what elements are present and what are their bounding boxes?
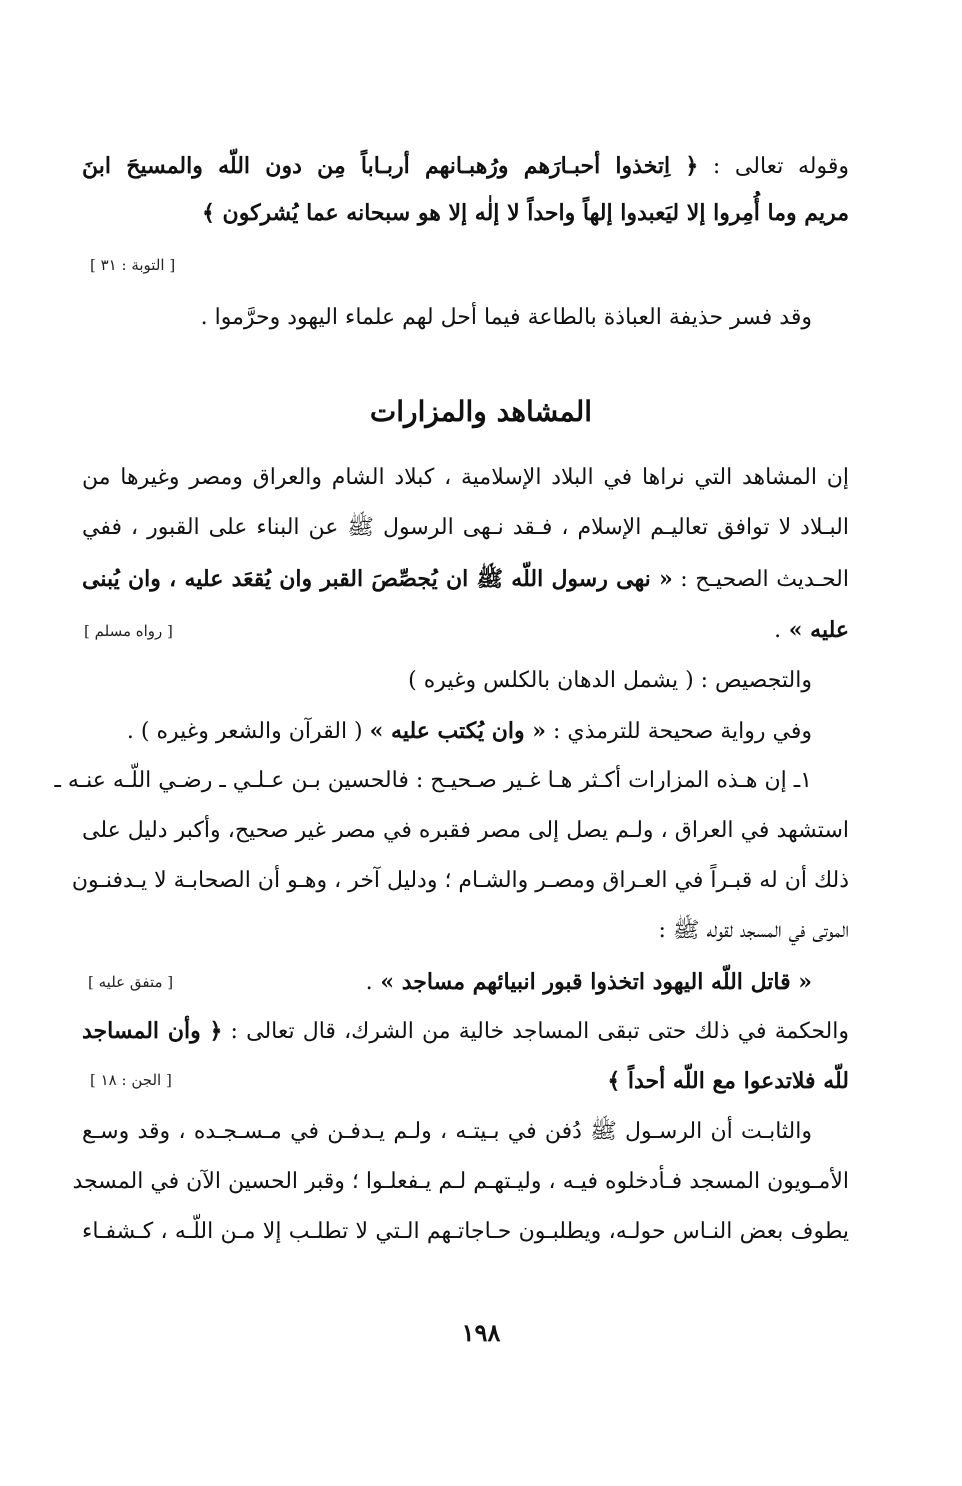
- line-text: والحكمة في ذلك حتى تبقى المساجد خالية من الشرك، قال تعالى :: [222, 1019, 849, 1044]
- text-line-14: [366, 966, 812, 999]
- text-line-19: [82, 1216, 849, 1248]
- section-heading: المشاهد والمزارات: [369, 395, 593, 428]
- text-line-18: [72, 1166, 849, 1198]
- text-line-16: [607, 1065, 849, 1098]
- line-text: استشهد في العراق ، ولـم يصل إلى مصر فقبره في مصر غير صحيح، وأكبر دليل على: [82, 818, 849, 843]
- line-text: ١ـ إن هـذه المزارات أكـثر هـا غـير صـحيـح : فالحسين بـن عـلـي ـ رضـي اللّـه عنـه ـ: [54, 768, 812, 793]
- text-line-13: [659, 915, 850, 947]
- line-text: الموتى في المسجد لقوله ﷺ :: [658, 918, 849, 943]
- hadith-text: « قاتل اللّه اليهود اتخذوا قبور انبيائهم مساجد »: [372, 969, 812, 995]
- reference-muttafaq: [ متفق عليه ]: [88, 973, 174, 991]
- line-text: وقوله تعالى :: [698, 154, 849, 179]
- text-line-15: [82, 1015, 849, 1048]
- line-text: الحـديث الصحيـح :: [672, 567, 849, 592]
- text-line-5: [82, 512, 849, 544]
- line-text: وقد فسر حذيفة العباذة بالطاعة فيما أحل لهم علماء اليهود وحرَّموا .: [200, 305, 812, 330]
- text-line-7: [774, 614, 849, 647]
- hadith-text: عليه »: [781, 617, 849, 643]
- quran-verse: مريم وما أُمِروا إلا ليَعبدوا إلهاً واحداً لا إلٰه إلا هو سبحانه عما يُشركون ﴾: [202, 200, 849, 226]
- text-line-6: [82, 563, 849, 596]
- text-line-3: [201, 302, 812, 334]
- quran-verse: ﴿ وأن المساجد: [82, 1018, 223, 1044]
- line-text: .: [365, 970, 373, 995]
- text-line-12: [71, 865, 849, 897]
- reference-jinn: [ الجن : ١٨ ]: [90, 1071, 172, 1089]
- hadith-text: « وان يُكتب عليه »: [369, 718, 547, 744]
- text-line-2: [202, 197, 849, 230]
- line-text: ذلك أن له قبـراً في العـراق ومصـر والشـام ؛ ودليل آخر ، وهـو أن الصحابـة لا يـدفنـون: [71, 868, 849, 893]
- line-text: الأمـويون المسجد فـأدخلوه فيـه ، وليـتهـم لـم يـفعلـوا ؛ وقبر الحسين الآن في المسجد: [72, 1169, 849, 1194]
- text-line-8: [408, 665, 812, 697]
- text-line-1: [82, 150, 849, 183]
- line-text: والتجصيص : ( يشمل الدهان بالكلس وغيره ): [408, 668, 812, 693]
- quran-verse: للّه فلاتدعوا مع اللّه أحداً ﴾: [607, 1068, 849, 1094]
- page-number: ١٩٨: [461, 1318, 501, 1347]
- line-text: والثابـت أن الرسـول ﷺ دُفن في بـيتـه ، ولـم يـدفـن في مـسـجـده ، وقد وسـع: [82, 1119, 812, 1144]
- text-line-10: [54, 765, 812, 797]
- line-text: يطوف بعض النـاس حولـه، ويطلبـون حـاجاتـهم الـتي لا تطلـب إلا مـن اللّـه ، كـشفـاء: [82, 1219, 849, 1244]
- line-text: .: [774, 618, 782, 643]
- line-text: البـلاد لا توافق تعاليـم الإسلام ، فـقد نـهى الرسول ﷺ عن البناء على القبور ، ففي: [82, 515, 849, 540]
- line-text: إن المشاهد التي نراها في البلاد الإسلامية ، كبلاد الشام والعراق ومصر وغيرها من: [82, 465, 849, 490]
- quran-verse: ﴿ اِتخذوا أحبـارَهم ورُهبـانهم أربـاباً مِن دون اللّه والمسيحَ ابنَ: [82, 153, 699, 179]
- reference-tawbah: [ التوبة : ٣١ ]: [90, 256, 176, 274]
- reference-muslim: [ رواه مسلم ]: [84, 622, 173, 640]
- text-line-4: [82, 462, 849, 494]
- line-text: وفي رواية صحيحة للترمذي :: [546, 719, 812, 744]
- hadith-text: « نهى رسول اللّه ﷺ ان يُجصِّصَ القبر وان يُقعَد عليه ، وان يُبنى: [82, 566, 673, 592]
- text-line-9: [127, 715, 812, 748]
- line-text: ( القرآن والشعر وغيره ) .: [126, 719, 370, 744]
- text-line-11: [82, 815, 849, 847]
- text-line-17: [82, 1116, 812, 1148]
